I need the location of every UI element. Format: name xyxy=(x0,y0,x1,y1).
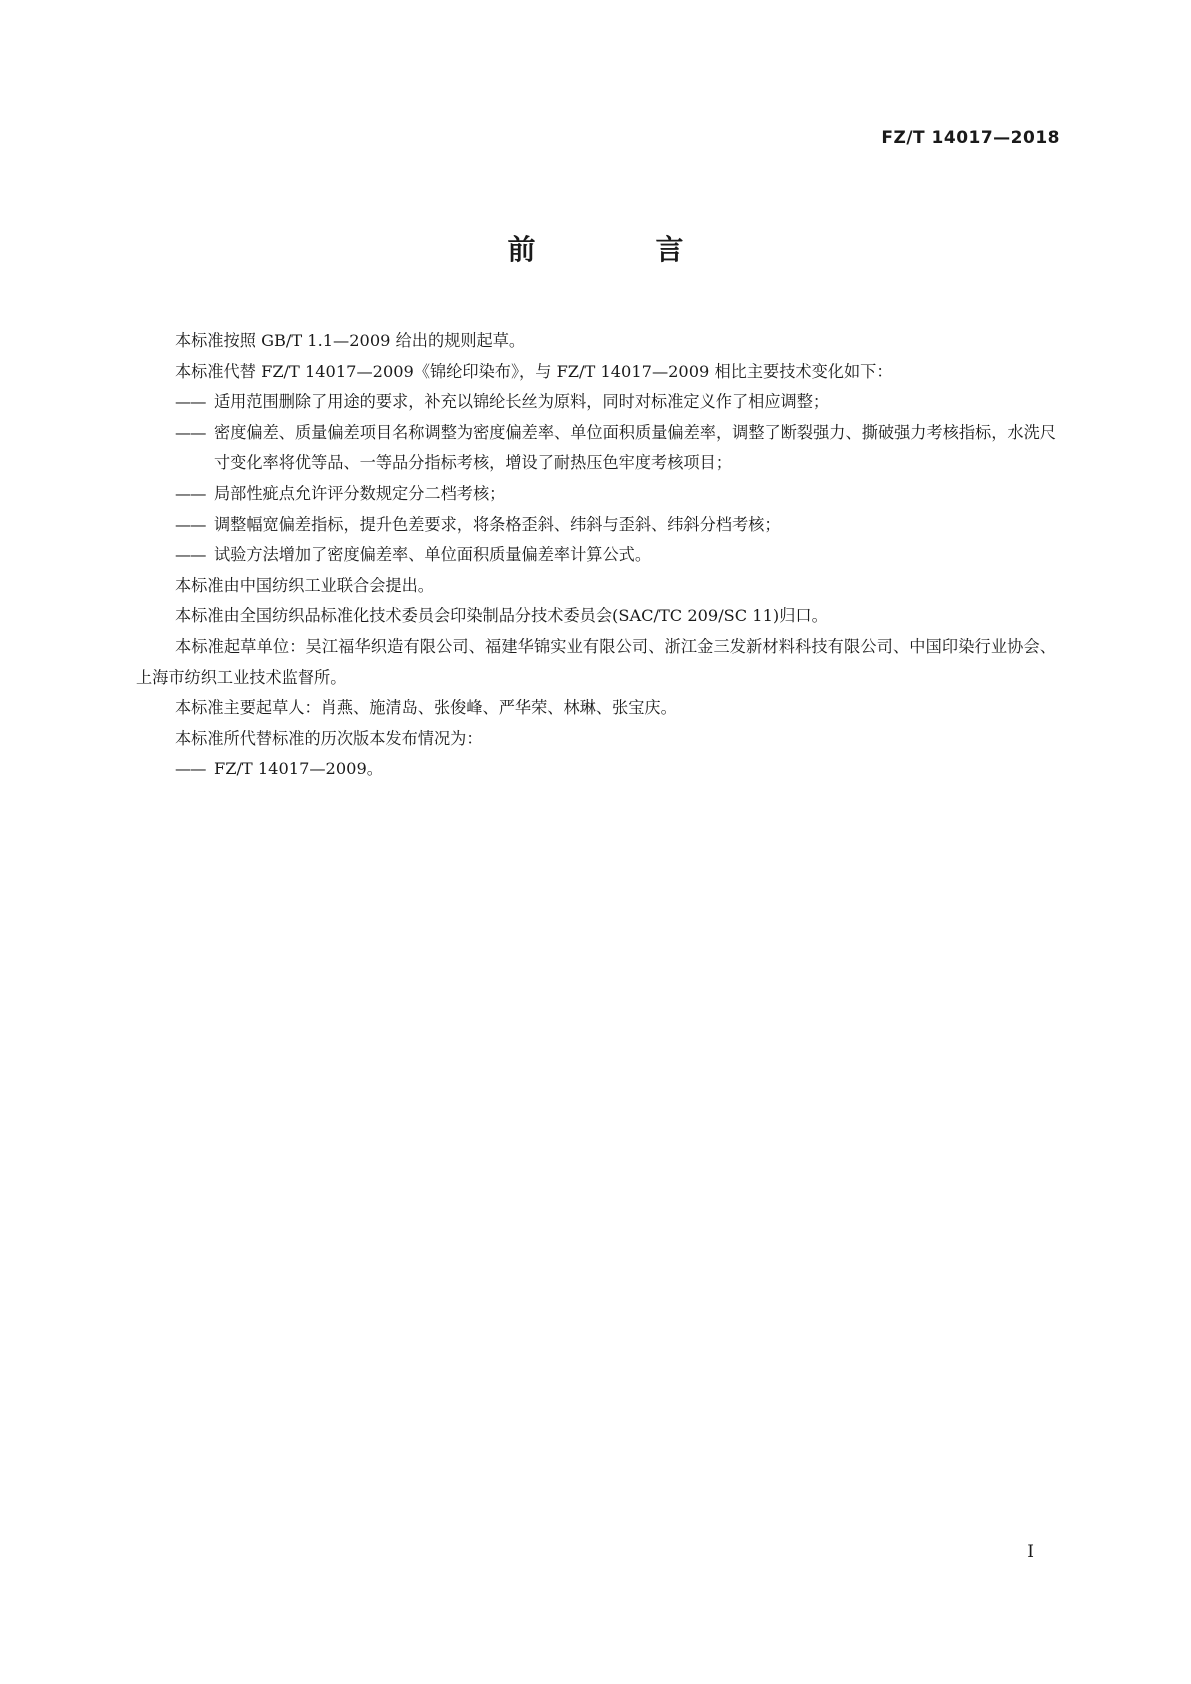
dash-marker: —— xyxy=(175,514,206,534)
dash-marker: —— xyxy=(175,483,206,503)
dash-marker: —— xyxy=(175,392,206,412)
paragraph-drafting-rules xyxy=(136,326,1056,357)
change-item xyxy=(136,540,1056,571)
paragraph-text: 本标准代替 FZ/T 14017—2009《锦纶印染布》，与 FZ/T 14017—2009 相比主要技术变化如下： xyxy=(175,361,893,381)
paragraph-text: 本标准主要起草人：肖燕、施清岛、张俊峰、严华荣、林琳、张宝庆。 xyxy=(175,698,677,718)
change-item xyxy=(136,510,1056,541)
history-item-text: FZ/T 14017—2009。 xyxy=(214,759,383,779)
dash-marker: —— xyxy=(175,759,206,779)
paragraph-text: 本标准起草单位：吴江福华织造有限公司、福建华锦实业有限公司、浙江金三发新材料科技有限公司、中国印染行业协会、上海市纺织工业技术监督所。 xyxy=(136,636,1056,687)
paragraph-text: 本标准按照 GB/T 1.1—2009 给出的规则起草。 xyxy=(175,331,526,350)
paragraph-committee xyxy=(136,601,1056,632)
paragraph-proposer xyxy=(136,571,1056,602)
paragraph-drafters xyxy=(136,693,1056,724)
change-item-text: 调整幅宽偏差指标，提升色差要求，将条格歪斜、纬斜与歪斜、纬斜分档考核； xyxy=(214,514,781,534)
change-item-text: 局部性疵点允许评分数规定分二档考核； xyxy=(214,483,506,503)
foreword-body xyxy=(136,326,1056,785)
paragraph-history xyxy=(136,724,1056,755)
page-title: 前 言 xyxy=(507,233,730,266)
paragraph-text: 本标准由全国纺织品标准化技术委员会印染制品分技术委员会(SAC/TC 209/SC 11)归口。 xyxy=(175,606,828,626)
paragraph-replacement xyxy=(136,357,1056,388)
dash-marker: —— xyxy=(175,422,206,442)
change-item xyxy=(136,387,1056,418)
change-item-text: 密度偏差、质量偏差项目名称调整为密度偏差率、单位面积质量偏差率，调整了断裂强力、撕破强力考核指标，水洗尺寸变化率将优等品、一等品分指标考核，增设了耐热压色牢度考核项目； xyxy=(214,422,1056,473)
paragraph-text: 本标准所代替标准的历次版本发布情况为： xyxy=(175,728,483,748)
paragraph-drafting-units xyxy=(136,632,1056,693)
standard-code: FZ/T 14017—2018 xyxy=(881,128,1060,148)
paragraph-text: 本标准由中国纺织工业联合会提出。 xyxy=(175,575,434,595)
change-item xyxy=(136,479,1056,510)
change-item-text: 适用范围删除了用途的要求，补充以锦纶长丝为原料，同时对标准定义作了相应调整； xyxy=(214,392,830,412)
dash-marker: —— xyxy=(175,545,206,565)
history-item xyxy=(136,754,1056,785)
page-number: I xyxy=(1027,1542,1034,1562)
change-item xyxy=(136,418,1056,479)
change-item-text: 试验方法增加了密度偏差率、单位面积质量偏差率计算公式。 xyxy=(214,545,652,565)
